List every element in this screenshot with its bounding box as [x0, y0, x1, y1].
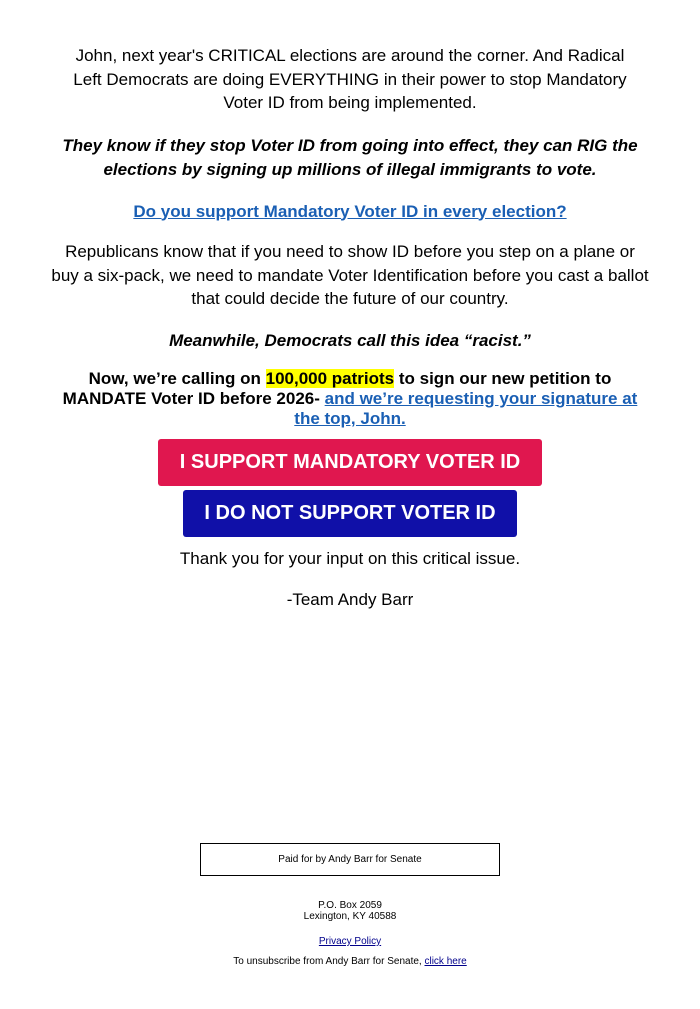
unsubscribe-text: To unsubscribe from Andy Barr for Senate,	[233, 956, 425, 967]
unsubscribe-link[interactable]: click here	[424, 956, 467, 967]
signature-request-link[interactable]: and we’re requesting your signature at the top, John.	[294, 389, 638, 428]
signoff: -Team Andy Barr	[286, 590, 414, 609]
intro-paragraph: John, next year's CRITICAL elections are around the corner. And Radical Left Democrats are doing EVERYTHING in their power to stop Mandatory Voter ID from being implemented.	[73, 46, 627, 112]
support-voter-id-button[interactable]: I SUPPORT MANDATORY VOTER ID	[158, 439, 542, 486]
calling-prefix: Now, we’re calling on	[88, 369, 266, 388]
patriots-highlight: 100,000 patriots	[265, 369, 395, 388]
paid-for-disclaimer: Paid for by Andy Barr for Senate	[200, 843, 500, 876]
voter-id-question-link[interactable]: Do you support Mandatory Voter ID in every election?	[133, 201, 567, 221]
unsubscribe-line	[0, 956, 700, 967]
calling-middle: to sign our new petition to MANDATE Voter ID before 2026-	[62, 369, 612, 408]
thanks-paragraph: Thank you for your input on this critical issue.	[179, 549, 521, 568]
question-paragraph	[50, 200, 650, 224]
email-body	[0, 44, 700, 611]
address-line-2: Lexington, KY 40588	[303, 911, 397, 922]
meanwhile-paragraph: Meanwhile, Democrats call this idea “racist.”	[169, 330, 531, 350]
oppose-voter-id-button[interactable]: I DO NOT SUPPORT VOTER ID	[183, 490, 517, 537]
calling-paragraph	[50, 369, 650, 429]
republicans-paragraph: Republicans know that if you need to show ID before you step on a plane or buy a six-pack, we need to mandate Voter Identification before you cast a ballot that could decide the future of our country.	[51, 242, 649, 308]
address-line-1: P.O. Box 2059	[318, 900, 382, 911]
email-footer	[0, 900, 700, 967]
privacy-policy-link[interactable]: Privacy Policy	[318, 936, 382, 947]
warning-paragraph: They know if they stop Voter ID from going into effect, they can RIG the elections by signing up millions of illegal immigrants to vote.	[62, 135, 638, 179]
